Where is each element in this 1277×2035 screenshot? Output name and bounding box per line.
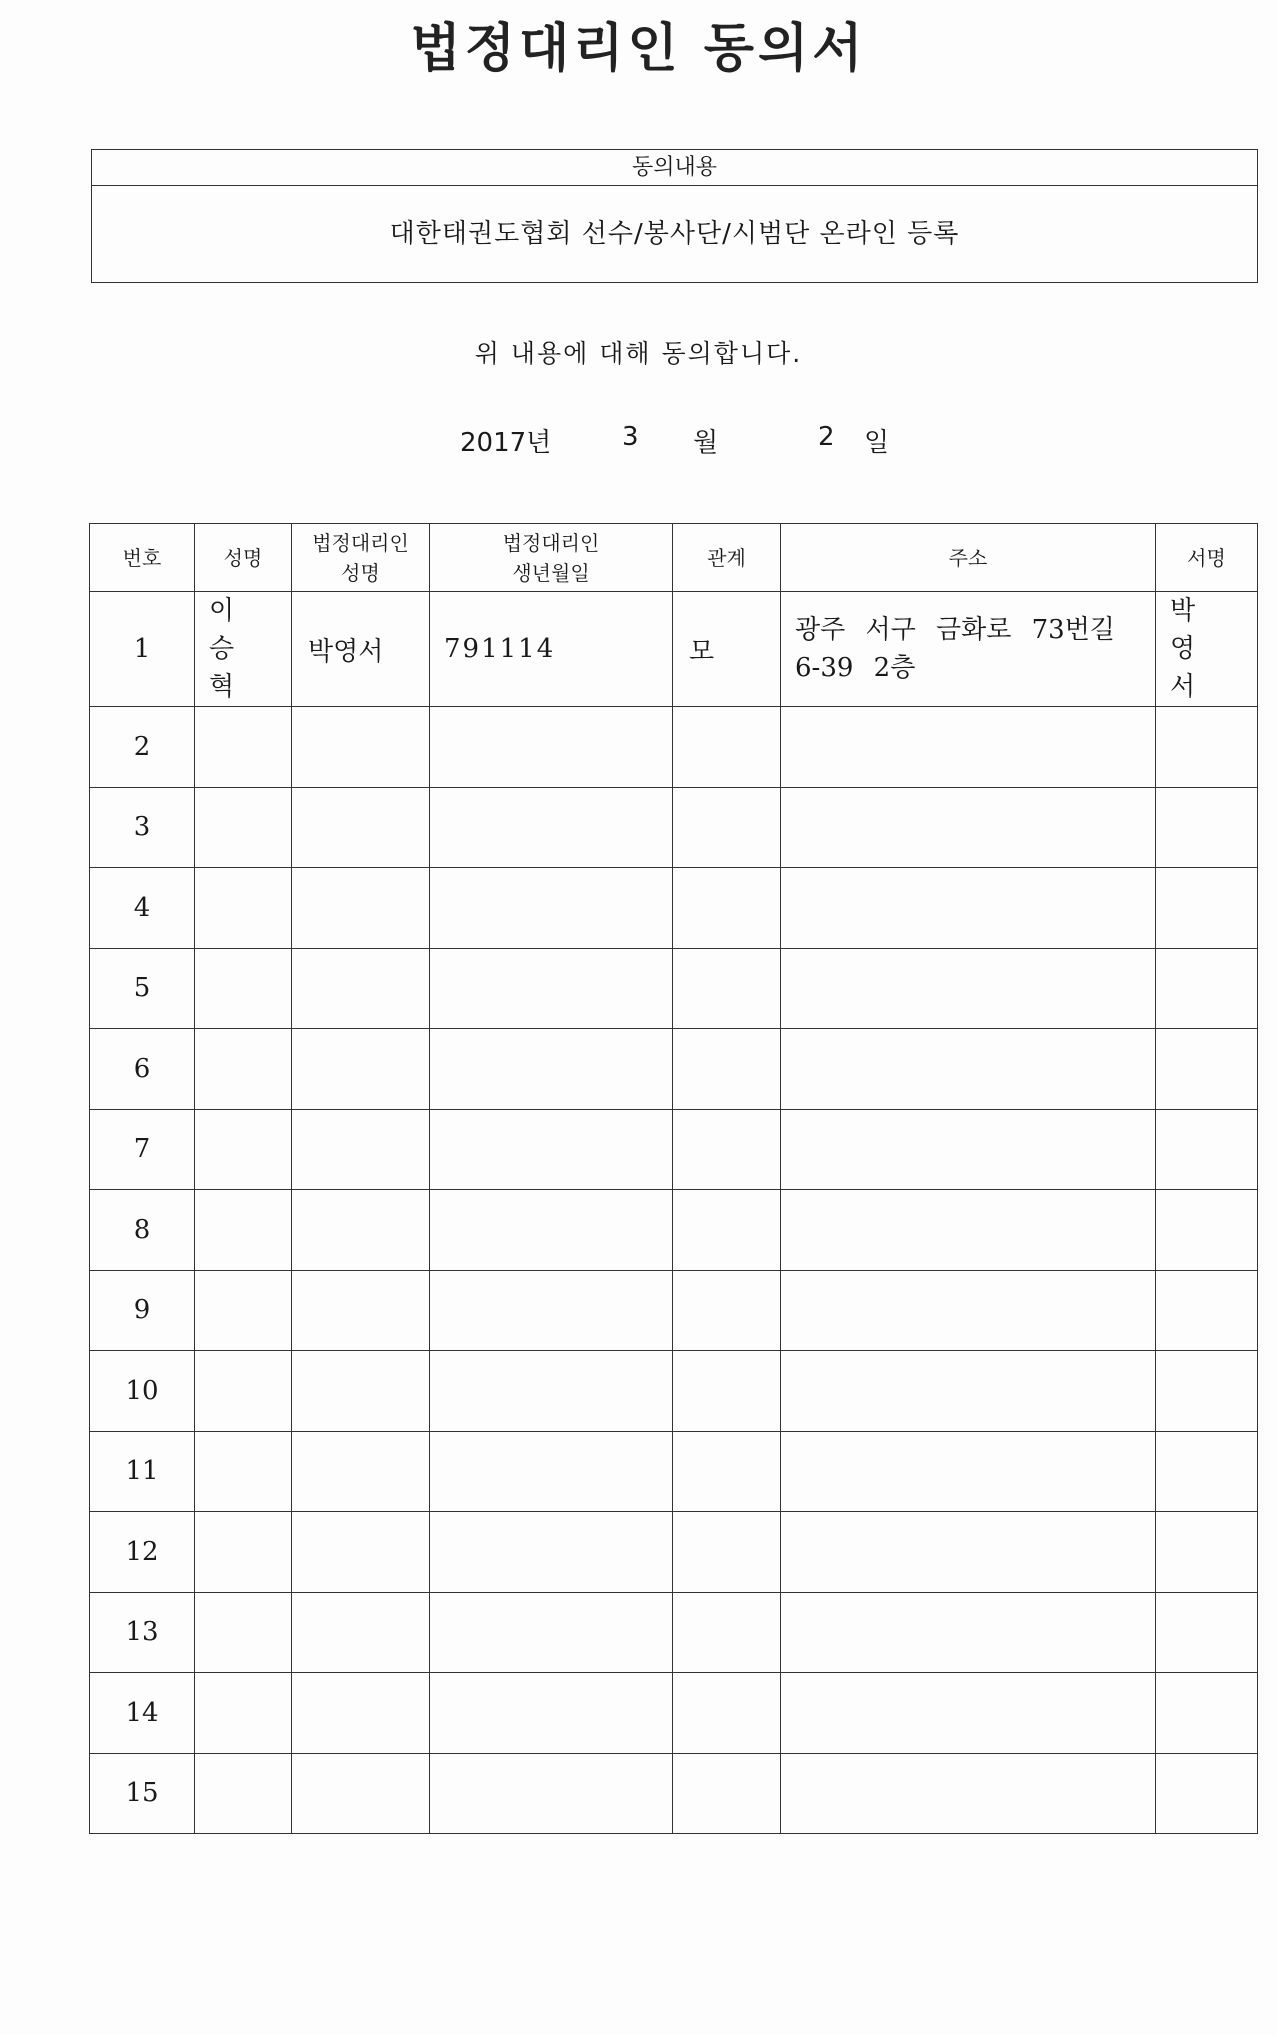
table-row <box>90 1512 1258 1593</box>
table-row <box>90 1109 1258 1190</box>
consent-header: 동의내용 <box>92 150 1257 186</box>
row-address <box>781 1270 1156 1351</box>
row-address <box>781 1512 1156 1593</box>
table-row <box>90 868 1258 949</box>
row-guardian-birth <box>430 1673 673 1754</box>
row-guardian-name <box>292 1190 430 1271</box>
row-guardian-name <box>292 787 430 868</box>
row-number: 5 <box>90 948 195 1029</box>
row-name <box>195 1109 292 1190</box>
row-relation <box>673 707 781 788</box>
header-signature: 서명 <box>1156 524 1258 592</box>
row-relation <box>673 1592 781 1673</box>
date-month: 3 <box>622 422 639 452</box>
table-row <box>90 707 1258 788</box>
row-guardian-birth <box>430 1592 673 1673</box>
row-name: 이승혁 <box>195 592 292 707</box>
row-name <box>195 1190 292 1271</box>
row-signature <box>1156 1351 1258 1432</box>
row-signature <box>1156 1109 1258 1190</box>
row-guardian-name <box>292 707 430 788</box>
row-guardian-name <box>292 1109 430 1190</box>
row-guardian-birth <box>430 1512 673 1593</box>
row-name <box>195 1512 292 1593</box>
table-row <box>90 1351 1258 1432</box>
row-relation <box>673 787 781 868</box>
row-relation <box>673 948 781 1029</box>
header-guardian-birth-line1: 법정대리인 <box>502 530 600 555</box>
guardian-roster-table <box>89 523 1258 1834</box>
row-relation <box>673 1270 781 1351</box>
row-relation <box>673 868 781 949</box>
row-guardian-name <box>292 1592 430 1673</box>
row-signature <box>1156 787 1258 868</box>
row-address <box>781 868 1156 949</box>
row-number: 14 <box>90 1673 195 1754</box>
row-relation <box>673 1029 781 1110</box>
row-relation <box>673 1673 781 1754</box>
row-signature <box>1156 1592 1258 1673</box>
row-signature <box>1156 1190 1258 1271</box>
row-signature <box>1156 707 1258 788</box>
row-relation <box>673 1351 781 1432</box>
row-guardian-name <box>292 1431 430 1512</box>
row-name <box>195 1673 292 1754</box>
row-guardian-name <box>292 948 430 1029</box>
header-relation: 관계 <box>673 524 781 592</box>
row-number: 1 <box>90 592 195 707</box>
row-guardian-birth <box>430 1431 673 1512</box>
row-guardian-birth <box>430 1753 673 1834</box>
row-guardian-birth <box>430 787 673 868</box>
row-address <box>781 1431 1156 1512</box>
date-day: 2 <box>818 422 835 452</box>
table-row <box>90 1673 1258 1754</box>
row-address <box>781 1673 1156 1754</box>
row-name <box>195 1029 292 1110</box>
row-guardian-name <box>292 1673 430 1754</box>
row-name <box>195 1753 292 1834</box>
row-guardian-name <box>292 1351 430 1432</box>
row-address <box>781 1351 1156 1432</box>
consent-content: 대한태권도협회 선수/봉사단/시범단 온라인 등록 <box>389 219 960 249</box>
row-signature <box>1156 1673 1258 1754</box>
header-guardian-name-line2: 성명 <box>341 560 380 585</box>
header-guardian-name <box>292 524 430 592</box>
row-number: 10 <box>90 1351 195 1432</box>
row-guardian-name: 박영서 <box>292 592 430 707</box>
row-name <box>195 1431 292 1512</box>
row-address <box>781 787 1156 868</box>
row-guardian-birth <box>430 1351 673 1432</box>
table-row <box>90 948 1258 1029</box>
row-address <box>781 948 1156 1029</box>
date-day-label: 일 <box>864 428 890 458</box>
table-row <box>90 1753 1258 1834</box>
row-number: 11 <box>90 1431 195 1512</box>
row-name <box>195 707 292 788</box>
row-guardian-birth <box>430 1190 673 1271</box>
row-address <box>781 1109 1156 1190</box>
row-signature <box>1156 1270 1258 1351</box>
row-number: 15 <box>90 1753 195 1834</box>
row-name <box>195 1592 292 1673</box>
row-signature <box>1156 868 1258 949</box>
header-number: 번호 <box>90 524 195 592</box>
header-name: 성명 <box>195 524 292 592</box>
row-relation <box>673 1109 781 1190</box>
row-name <box>195 787 292 868</box>
row-address <box>781 707 1156 788</box>
table-row <box>90 1190 1258 1271</box>
row-guardian-name <box>292 868 430 949</box>
row-number: 8 <box>90 1190 195 1271</box>
table-header-row <box>90 524 1258 592</box>
row-number: 9 <box>90 1270 195 1351</box>
header-guardian-birth-line2: 생년월일 <box>512 560 590 585</box>
row-name <box>195 1351 292 1432</box>
row-guardian-name <box>292 1270 430 1351</box>
row-number: 7 <box>90 1109 195 1190</box>
row-signature <box>1156 1753 1258 1834</box>
row-number: 2 <box>90 707 195 788</box>
row-number: 4 <box>90 868 195 949</box>
row-guardian-birth <box>430 948 673 1029</box>
row-guardian-birth: 791114 <box>430 592 673 707</box>
consent-box <box>91 149 1258 283</box>
document-title: 법정대리인 동의서 <box>410 19 867 79</box>
row-guardian-birth <box>430 1029 673 1110</box>
table-row <box>90 787 1258 868</box>
row-guardian-birth <box>430 1270 673 1351</box>
row-signature <box>1156 1512 1258 1593</box>
date-month-label: 월 <box>693 428 719 458</box>
row-name <box>195 1270 292 1351</box>
table-row <box>90 1029 1258 1110</box>
header-guardian-birth <box>430 524 673 592</box>
table-row <box>90 1431 1258 1512</box>
row-number: 13 <box>90 1592 195 1673</box>
row-relation <box>673 1753 781 1834</box>
row-guardian-birth <box>430 1109 673 1190</box>
row-address <box>781 1190 1156 1271</box>
row-guardian-birth <box>430 707 673 788</box>
row-signature <box>1156 1431 1258 1512</box>
date-year: 2017년 <box>460 428 552 458</box>
row-number: 3 <box>90 787 195 868</box>
agreement-statement: 위 내용에 대해 동의합니다. <box>474 339 803 368</box>
row-relation <box>673 1512 781 1593</box>
row-guardian-name <box>292 1029 430 1110</box>
row-name <box>195 948 292 1029</box>
row-signature <box>1156 1029 1258 1110</box>
row-relation: 모 <box>673 592 781 707</box>
header-address: 주소 <box>781 524 1156 592</box>
header-guardian-name-line1: 법정대리인 <box>312 530 409 555</box>
row-name <box>195 868 292 949</box>
row-signature: 박영서 <box>1156 592 1258 707</box>
row-guardian-name <box>292 1512 430 1593</box>
row-relation <box>673 1190 781 1271</box>
row-number: 6 <box>90 1029 195 1110</box>
table-row <box>90 592 1258 707</box>
row-signature <box>1156 948 1258 1029</box>
row-guardian-name <box>292 1753 430 1834</box>
row-address: 광주 서구 금화로 73번길 6-39 2층 <box>781 592 1156 707</box>
row-guardian-birth <box>430 868 673 949</box>
row-address <box>781 1029 1156 1110</box>
row-address <box>781 1753 1156 1834</box>
table-row <box>90 1270 1258 1351</box>
row-address <box>781 1592 1156 1673</box>
row-relation <box>673 1431 781 1512</box>
table-row <box>90 1592 1258 1673</box>
row-number: 12 <box>90 1512 195 1593</box>
